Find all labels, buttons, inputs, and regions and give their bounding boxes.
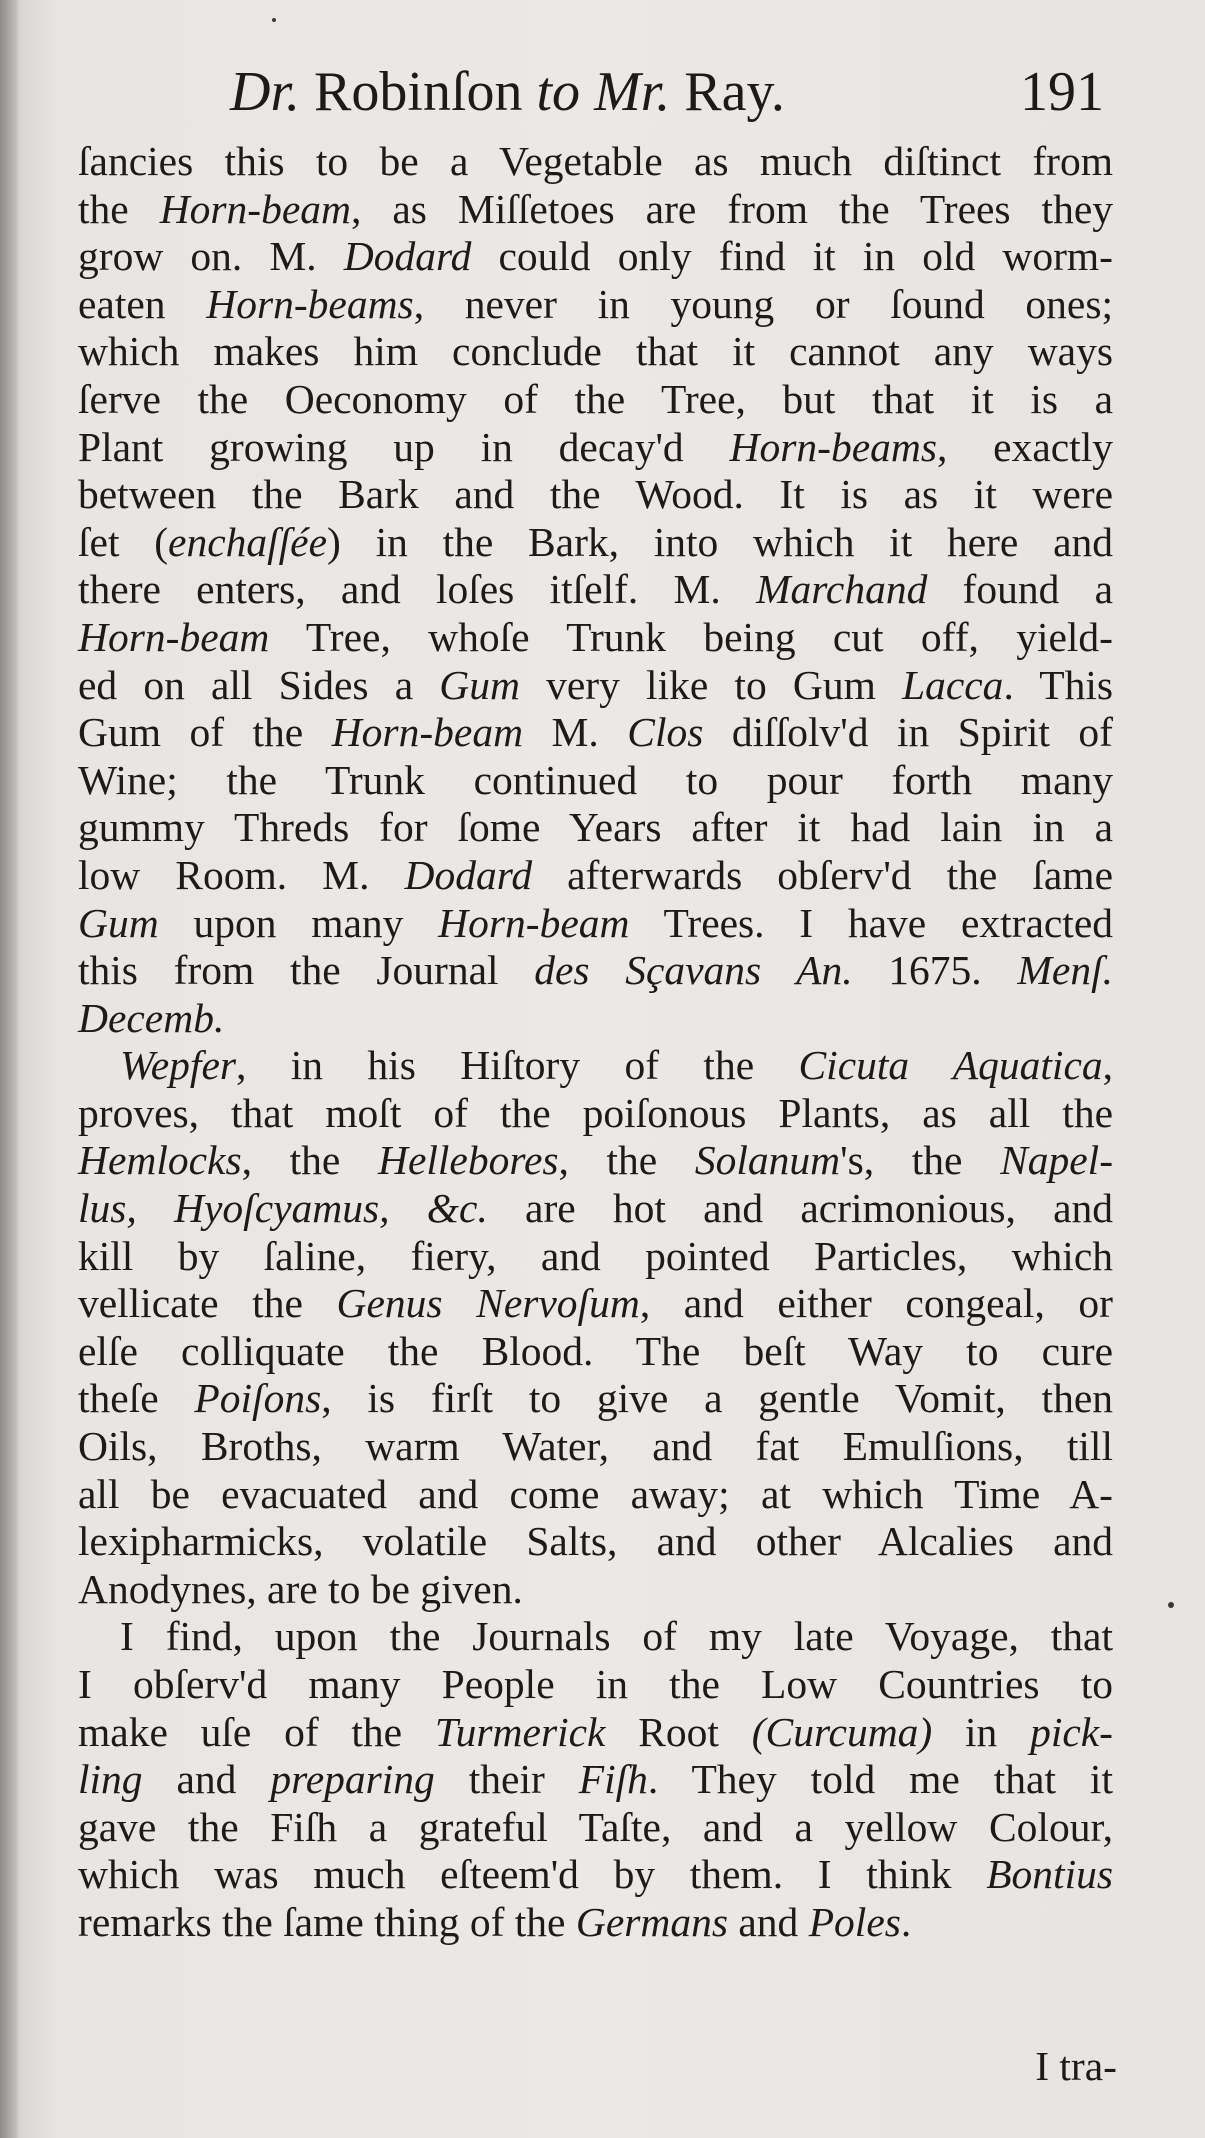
italic-run: Bontius (986, 1851, 1113, 1898)
text-line (78, 947, 1113, 995)
header-robinson: Robinſon (300, 61, 537, 123)
text-line (78, 1518, 1113, 1566)
text-run: Anodynes, are to be given. (78, 1565, 523, 1612)
text-run: theſe (78, 1375, 195, 1422)
text-run: gave the Fiſh a grateful Taſte, and a yellow Colour, (78, 1803, 1113, 1850)
text-run: in (932, 1708, 1031, 1755)
text-line (78, 614, 1113, 662)
text-run: Trees. I have extracted (629, 899, 1114, 946)
text-run: ſerve the Oeconomy of the Tree, but that it is a (78, 375, 1113, 422)
italic-run: Horn-beam (159, 185, 352, 232)
italic-run: Menſ. (1017, 947, 1113, 994)
italic-run: Hellebores (377, 1137, 559, 1184)
text-line (78, 1233, 1113, 1281)
text-run: Oils, Broths, warm Water, and fat Emulſions, till (78, 1423, 1113, 1470)
text-run: , is firſt to give a gentle Vomit, then (321, 1375, 1113, 1422)
text-run: , as Miſſetoes are from the Trees they (351, 185, 1114, 232)
text-line (78, 1137, 1113, 1185)
text-run: gummy Threds for ſome Years after it had lain in a (78, 804, 1113, 851)
italic-run: Lacca (902, 661, 1004, 708)
text-run: Root (605, 1708, 752, 1755)
italic-run: Cicuta Aquatica (798, 1042, 1103, 1089)
text-run: could only find it in old worm- (471, 233, 1113, 280)
text-line (78, 138, 1113, 186)
italic-run: ling (78, 1756, 143, 1803)
italic-run: Horn-beams (729, 423, 937, 470)
italic-run: Wepfer (120, 1042, 237, 1089)
text-run: , exactly (936, 423, 1113, 470)
text-run: ) in the Bark, into which it here and (327, 518, 1113, 565)
text-run: , the (241, 1137, 378, 1184)
header-mr: Mr. (580, 61, 671, 123)
text-run: eaten (78, 280, 207, 327)
italic-run: Poles (808, 1898, 901, 1945)
text-line (78, 1471, 1113, 1519)
text-run: grow on. M. (78, 233, 344, 280)
text-line (78, 852, 1113, 900)
text-line (78, 1042, 1113, 1090)
italic-run: (Curcuma) (751, 1708, 933, 1755)
italic-run: des Sçavans An. (534, 947, 853, 994)
text-line (78, 1280, 1113, 1328)
text-line (78, 1566, 1113, 1614)
italic-run: Poiſons (194, 1375, 322, 1422)
text-line (78, 1804, 1113, 1852)
italic-run: Marchand (755, 566, 928, 613)
italic-run: Hemlocks (78, 1137, 242, 1184)
text-line (78, 376, 1113, 424)
text-run: . They told me that it (647, 1756, 1113, 1803)
text-line (78, 1851, 1113, 1899)
italic-run: Gum (78, 899, 159, 946)
text-run: Plant growing up in decay'd (78, 423, 730, 470)
italic-run: Dodard (404, 851, 533, 898)
text-line (78, 186, 1113, 234)
text-line (78, 1328, 1113, 1376)
text-line (78, 566, 1113, 614)
text-run: 1675. (852, 947, 1018, 994)
text-run: found a (927, 566, 1113, 613)
text-run: vellicate the (78, 1280, 337, 1327)
text-line (78, 424, 1113, 472)
text-line (78, 1709, 1113, 1757)
text-run: their (434, 1756, 579, 1803)
text-line (78, 995, 1113, 1043)
italic-run: Horn-beams (206, 280, 414, 327)
text-run: 's, the (840, 1137, 1001, 1184)
text-run: Gum of the (78, 709, 332, 756)
text-run: which makes him conclude that it cannot any ways (78, 328, 1113, 375)
text-run: . This (1003, 661, 1113, 708)
text-run: which was much eſteem'd by them. I think (78, 1851, 987, 1898)
italic-run: enchaſſée (168, 518, 328, 565)
text-line (78, 471, 1113, 519)
page-number: 191 (1020, 61, 1104, 123)
italic-run: pick- (1030, 1708, 1114, 1755)
text-run: Wine; the Trunk continued to pour forth many (78, 756, 1113, 803)
italic-run: Napel- (1000, 1137, 1114, 1184)
catchword: I tra- (1035, 2043, 1117, 2089)
text-line (78, 900, 1113, 948)
text-run: low Room. M. (78, 851, 405, 898)
text-run: and (142, 1756, 271, 1803)
text-run: , and either congeal, or (639, 1280, 1114, 1327)
header-dr: Dr. (230, 61, 301, 123)
ink-speck (1168, 1602, 1174, 1608)
italic-run: Fiſh (578, 1756, 648, 1803)
text-run: Tree, whoſe Trunk being cut off, yield- (269, 613, 1113, 660)
header-to: to (536, 61, 581, 123)
text-run: , in his Hiſtory of the (236, 1042, 799, 1089)
italic-run: Turmerick (434, 1708, 606, 1755)
text-line (78, 1756, 1113, 1804)
italic-run: Horn-beam (78, 613, 270, 660)
italic-run: Horn-beam (438, 899, 630, 946)
text-run: afterwards obſerv'd the ſame (532, 851, 1113, 898)
text-run: I find, upon the Journals of my late Voyage, that (120, 1613, 1113, 1660)
italic-run: Dodard (343, 233, 472, 280)
ink-speck (272, 18, 276, 22)
text-run: M. (523, 709, 628, 756)
text-run: are hot and acrimonious, and (487, 1185, 1113, 1232)
text-run: , never in young or ſound ones; (413, 280, 1113, 327)
text-run: between the Bark and the Wood. It is as it were (78, 471, 1113, 518)
italic-run: Germans (575, 1898, 729, 1945)
italic-run: Solanum (694, 1137, 841, 1184)
text-line (78, 281, 1113, 329)
header-ray: Ray. (670, 61, 785, 123)
running-header (230, 52, 1110, 132)
body-text (78, 138, 1113, 1947)
text-run: and (728, 1898, 809, 1945)
italic-run: Horn-beam (331, 709, 524, 756)
text-run: there enters, and loſes itſelf. M. (78, 566, 756, 613)
text-line (78, 1423, 1113, 1471)
text-line (78, 757, 1113, 805)
text-line (78, 1661, 1113, 1709)
text-run: , the (558, 1137, 695, 1184)
text-run: lexipharmicks, volatile Salts, and other Alcalies and (78, 1518, 1113, 1565)
text-run: upon many (158, 899, 439, 946)
text-line (78, 709, 1113, 757)
text-run: ſet ( (78, 518, 169, 565)
text-line (78, 233, 1113, 281)
text-line (78, 1613, 1113, 1661)
text-line (78, 804, 1113, 852)
text-run: , (1102, 1042, 1113, 1089)
italic-run: Clos (627, 709, 704, 756)
text-run: remarks the ſame thing of the (78, 1898, 576, 1945)
text-line (78, 328, 1113, 376)
text-line (78, 1185, 1113, 1233)
text-run: this from the Journal (78, 947, 535, 994)
italic-run: preparing (270, 1756, 435, 1803)
text-run: ſancies this to be a Vegetable as much diſtinct from (78, 138, 1113, 184)
text-line (78, 662, 1113, 710)
text-line (78, 519, 1113, 567)
text-run: the (78, 185, 160, 232)
text-run: make uſe of the (78, 1708, 435, 1755)
text-run: proves, that moſt of the poiſonous Plants, as all the (78, 1089, 1113, 1136)
italic-run: Decemb. (78, 994, 225, 1041)
text-line (78, 1899, 1113, 1947)
text-line (78, 1375, 1113, 1423)
italic-run: lus, Hyoſcyamus, &c. (78, 1185, 488, 1232)
text-run: ed on all Sides a (78, 661, 440, 708)
italic-run: Gum (439, 661, 520, 708)
page-gutter-shadow (0, 0, 18, 2138)
italic-run: Genus Nervoſum (336, 1280, 640, 1327)
text-run: diſſolv'd in Spirit of (703, 709, 1113, 756)
text-run: . (900, 1898, 912, 1945)
text-run: very like to Gum (519, 661, 903, 708)
text-run: all be evacuated and come away; at which Time A- (78, 1470, 1113, 1517)
text-run: elſe colliquate the Blood. The beſt Way to cure (78, 1327, 1113, 1374)
text-run: I obſerv'd many People in the Low Countries to (78, 1661, 1113, 1707)
text-line (78, 1090, 1113, 1138)
text-run: kill by ſaline, fiery, and pointed Particles, which (78, 1232, 1113, 1279)
